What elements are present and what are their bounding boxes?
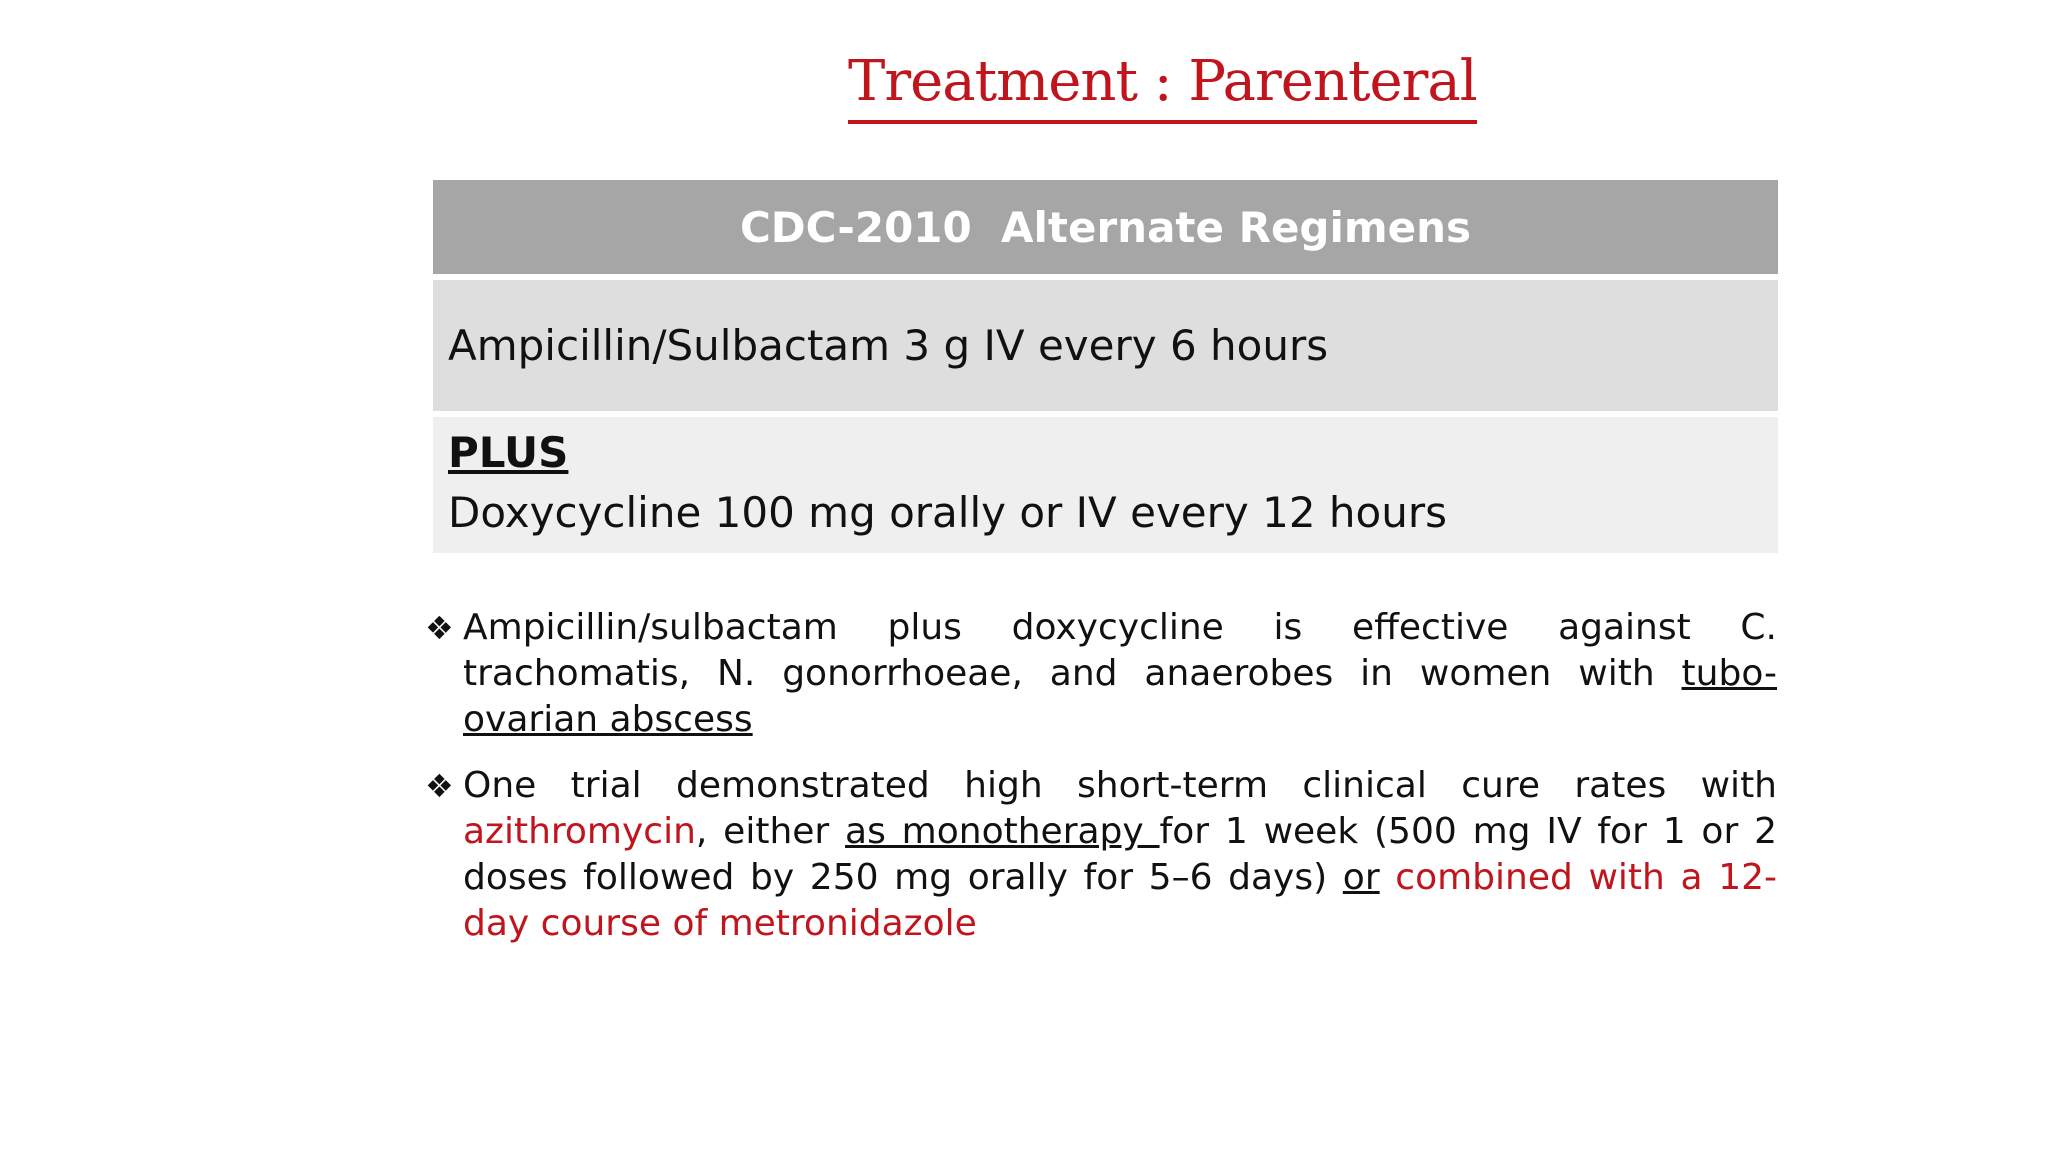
highlighted-drug: azithromycin bbox=[463, 811, 696, 852]
plus-label: PLUS bbox=[448, 428, 569, 477]
bullet-item bbox=[425, 763, 1777, 947]
regimen-text: Doxycycline 100 mg orally or IV every 12 hours bbox=[448, 488, 1447, 537]
bullet-text: for 1 week (500 mg IV for 1 or 2 doses followed by 250 mg orally for 5–6 days) bbox=[463, 811, 1777, 898]
underlined-term: tubo-ovarian abscess bbox=[463, 653, 1777, 740]
underlined-term: as monotherapy bbox=[845, 811, 1160, 852]
slide-title: Treatment : Parenteral bbox=[848, 48, 1477, 124]
bullet-list bbox=[425, 605, 1777, 967]
bullet-text: One trial demonstrated high short-term clinical cure rates with bbox=[463, 765, 1777, 806]
regimen-text: Ampicillin/Sulbactam 3 g IV every 6 hours bbox=[448, 321, 1329, 370]
bullet-text bbox=[1380, 857, 1396, 898]
diamond-bullet-icon: ❖ bbox=[425, 609, 454, 647]
underlined-term: or bbox=[1342, 857, 1380, 898]
bullet-text: Ampicillin/sulbactam plus doxycycline is effective against C. trachomatis, N. gonorrhoeae, and anaerobes in women with bbox=[463, 607, 1777, 694]
table-row bbox=[433, 417, 1778, 553]
bullet-item bbox=[425, 605, 1777, 743]
highlighted-regimen: combined with a 12-day course of metronidazole bbox=[463, 857, 1777, 944]
diamond-bullet-icon: ❖ bbox=[425, 767, 454, 805]
table-row bbox=[433, 280, 1778, 411]
bullet-text: , either bbox=[695, 811, 846, 852]
table-header: CDC-2010 Alternate Regimens bbox=[433, 180, 1778, 274]
regimen-table bbox=[433, 180, 1778, 553]
